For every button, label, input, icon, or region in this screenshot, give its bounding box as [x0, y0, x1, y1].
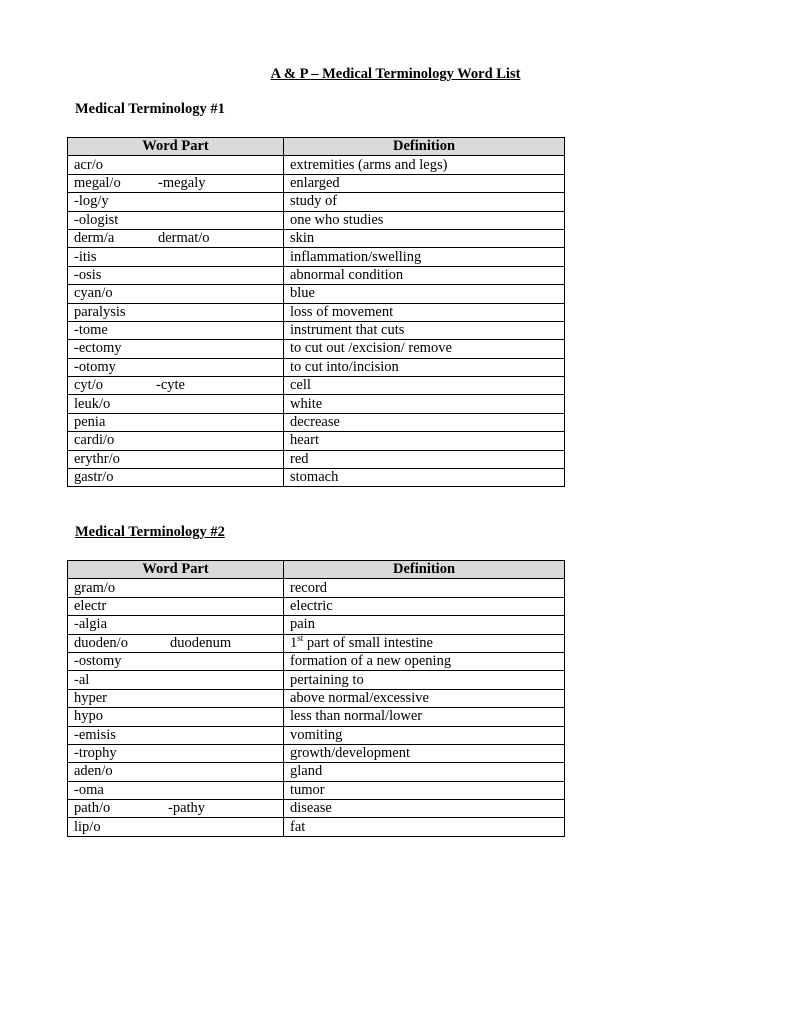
- definition-cell: [284, 726, 565, 744]
- definition-ordinal: 1: [290, 634, 298, 651]
- definition-text: disease: [290, 800, 332, 817]
- definition-cell: [284, 634, 565, 652]
- word-part-cell: [68, 358, 284, 376]
- word-part-cell: [68, 763, 284, 781]
- word-part-cell: [68, 340, 284, 358]
- word-part-text: -oma: [74, 781, 104, 798]
- word-part-text: erythr/o: [74, 450, 120, 467]
- table-row: [68, 726, 565, 744]
- definition-text: inflammation/swelling: [290, 248, 422, 265]
- table-row: [68, 781, 565, 799]
- definition-cell: [284, 174, 565, 192]
- table-header-row: [68, 138, 565, 156]
- definition-text: one who studies: [290, 211, 384, 228]
- table-row: [68, 597, 565, 615]
- table-row: [68, 689, 565, 707]
- word-part-text: -ostomy: [74, 653, 122, 670]
- table-row: [68, 708, 565, 726]
- definition-cell: [284, 450, 565, 468]
- definition-cell: [284, 285, 565, 303]
- table-row: [68, 634, 565, 652]
- word-part-cell: [68, 248, 284, 266]
- word-part-cell: [68, 781, 284, 799]
- section-heading-1: Medical Terminology #1: [75, 101, 225, 117]
- definition-cell: [284, 248, 565, 266]
- definition-cell: [284, 303, 565, 321]
- table-row: [68, 156, 565, 174]
- table-row: [68, 229, 565, 247]
- table-row: [68, 248, 565, 266]
- table-row: [68, 413, 565, 431]
- table-row: [68, 377, 565, 395]
- table-row: [68, 303, 565, 321]
- word-part-alt-text: -pathy: [168, 800, 206, 817]
- definition-cell: [284, 358, 565, 376]
- definition-text: blue: [290, 285, 315, 302]
- definition-cell: [284, 413, 565, 431]
- definition-cell: [284, 818, 565, 836]
- table-row: [68, 744, 565, 762]
- definition-text: pertaining to: [290, 671, 364, 688]
- table-row: [68, 395, 565, 413]
- table-row: [68, 358, 565, 376]
- word-part-cell: [68, 689, 284, 707]
- definition-text: loss of movement: [290, 303, 394, 320]
- definition-cell: [284, 652, 565, 670]
- word-part-text: derm/a: [74, 230, 115, 247]
- table-row: [68, 321, 565, 339]
- table-row: [68, 193, 565, 211]
- word-part-cell: [68, 413, 284, 431]
- word-part-cell: [68, 744, 284, 762]
- definition-text: tumor: [290, 781, 325, 798]
- word-part-cell: [68, 395, 284, 413]
- word-part-cell: [68, 726, 284, 744]
- definition-cell: [284, 266, 565, 284]
- word-part-text: -trophy: [74, 745, 117, 762]
- definition-cell: [284, 321, 565, 339]
- definition-text: fat: [290, 818, 306, 835]
- word-part-text: cyt/o: [74, 377, 103, 394]
- word-part-text: cyan/o: [74, 285, 113, 302]
- table-header-row: [68, 561, 565, 579]
- word-part-header: Word Part: [68, 561, 284, 579]
- word-part-text: hyper: [74, 689, 108, 706]
- definition-text: gland: [290, 763, 323, 780]
- definition-cell: [284, 377, 565, 395]
- definition-text: decrease: [290, 414, 340, 431]
- definition-text: red: [290, 450, 309, 467]
- word-part-header: Word Part: [68, 138, 284, 156]
- word-part-text: acr/o: [74, 156, 103, 173]
- definition-text: white: [290, 395, 323, 412]
- definition-cell: [284, 579, 565, 597]
- table-body-1: [68, 156, 565, 487]
- definition-cell: [284, 689, 565, 707]
- document-title: A & P – Medical Terminology Word List: [270, 66, 521, 82]
- word-part-cell: [68, 377, 284, 395]
- word-part-text: gram/o: [74, 579, 116, 596]
- word-part-text: hypo: [74, 708, 103, 725]
- table-row: [68, 579, 565, 597]
- definition-text: record: [290, 579, 328, 596]
- word-part-text: -otomy: [74, 358, 116, 375]
- word-part-text: lip/o: [74, 818, 101, 835]
- definition-text: less than normal/lower: [290, 708, 423, 725]
- definition-text: above normal/excessive: [290, 689, 429, 706]
- definition-cell: [284, 763, 565, 781]
- table-row: [68, 800, 565, 818]
- table-row: [68, 340, 565, 358]
- word-part-text: -ologist: [74, 211, 119, 228]
- word-part-cell: [68, 652, 284, 670]
- table-body-2: [68, 579, 565, 836]
- table-row: [68, 450, 565, 468]
- word-part-text: -emisis: [74, 726, 116, 743]
- definition-cell: [284, 597, 565, 615]
- word-part-cell: [68, 469, 284, 487]
- definition-text: skin: [290, 230, 315, 247]
- definition-ordinal-suffix: st: [297, 634, 304, 643]
- word-part-text: leuk/o: [74, 395, 111, 412]
- word-part-text: megal/o: [74, 174, 121, 191]
- definition-cell: [284, 229, 565, 247]
- word-part-text: -al: [74, 671, 90, 688]
- definition-cell: [284, 193, 565, 211]
- definition-text: stomach: [290, 469, 339, 486]
- word-part-text: paralysis: [74, 303, 126, 320]
- definition-text: study of: [290, 193, 338, 210]
- word-part-text: electr: [74, 597, 107, 614]
- table-row: [68, 174, 565, 192]
- table-row: [68, 469, 565, 487]
- word-part-cell: [68, 579, 284, 597]
- word-part-text: -algia: [74, 616, 108, 633]
- definition-text: growth/development: [290, 745, 411, 762]
- table-row: [68, 266, 565, 284]
- word-part-cell: [68, 174, 284, 192]
- section-heading-2: Medical Terminology #2: [75, 524, 225, 540]
- definition-header: Definition: [284, 561, 565, 579]
- word-part-text: -ectomy: [74, 340, 122, 357]
- definition-cell: [284, 340, 565, 358]
- word-part-text: gastr/o: [74, 469, 114, 486]
- definition-header: Definition: [284, 138, 565, 156]
- word-part-cell: [68, 211, 284, 229]
- word-part-text: penia: [74, 414, 106, 431]
- definition-cell: [284, 156, 565, 174]
- terminology-table-1: [67, 137, 565, 487]
- word-part-text: -tome: [74, 322, 108, 339]
- word-part-cell: [68, 266, 284, 284]
- word-part-cell: [68, 800, 284, 818]
- word-part-cell: [68, 229, 284, 247]
- definition-cell: [284, 744, 565, 762]
- word-part-text: cardi/o: [74, 432, 115, 449]
- word-part-cell: [68, 321, 284, 339]
- definition-cell: [284, 708, 565, 726]
- definition-text: to cut out /excision/ remove: [290, 340, 452, 357]
- word-part-cell: [68, 303, 284, 321]
- table-row: [68, 763, 565, 781]
- terminology-table-2: [67, 560, 565, 837]
- table-row: [68, 616, 565, 634]
- definition-text: enlarged: [290, 174, 340, 191]
- definition-cell: [284, 432, 565, 450]
- word-part-cell: [68, 285, 284, 303]
- word-part-cell: [68, 818, 284, 836]
- word-part-alt-text: -megaly: [158, 174, 206, 191]
- definition-cell: [284, 616, 565, 634]
- definition-text: extremities (arms and legs): [290, 156, 448, 173]
- word-part-cell: [68, 671, 284, 689]
- definition-text: cell: [290, 377, 311, 394]
- definition-cell: [284, 671, 565, 689]
- table-row: [68, 211, 565, 229]
- definition-text: pain: [290, 616, 315, 633]
- word-part-cell: [68, 432, 284, 450]
- table-row: [68, 671, 565, 689]
- definition-cell: [284, 211, 565, 229]
- definition-cell: [284, 395, 565, 413]
- word-part-alt-text: -cyte: [156, 377, 185, 394]
- word-part-alt-text: duodenum: [170, 634, 232, 651]
- word-part-text: -itis: [74, 248, 97, 265]
- definition-text: heart: [290, 432, 319, 449]
- word-part-cell: [68, 450, 284, 468]
- table-row: [68, 818, 565, 836]
- definition-text: formation of a new opening: [290, 653, 452, 670]
- definition-text: instrument that cuts: [290, 322, 405, 339]
- table-row: [68, 652, 565, 670]
- word-part-text: -osis: [74, 266, 102, 283]
- table-row: [68, 432, 565, 450]
- word-part-alt-text: dermat/o: [158, 230, 210, 247]
- word-part-cell: [68, 597, 284, 615]
- word-part-cell: [68, 193, 284, 211]
- word-part-text: duoden/o: [74, 634, 128, 651]
- word-part-cell: [68, 156, 284, 174]
- definition-text: abnormal condition: [290, 266, 404, 283]
- word-part-text: path/o: [74, 800, 111, 817]
- word-part-cell: [68, 634, 284, 652]
- definition-cell: [284, 800, 565, 818]
- definition-text: part of small intestine: [306, 634, 433, 651]
- definition-text: vomiting: [290, 726, 343, 743]
- word-part-cell: [68, 616, 284, 634]
- definition-text: electric: [290, 597, 333, 614]
- word-part-text: -log/y: [74, 193, 109, 210]
- definition-cell: [284, 781, 565, 799]
- definition-cell: [284, 469, 565, 487]
- table-row: [68, 285, 565, 303]
- word-part-text: aden/o: [74, 763, 113, 780]
- definition-text: to cut into/incision: [290, 358, 399, 375]
- word-part-cell: [68, 708, 284, 726]
